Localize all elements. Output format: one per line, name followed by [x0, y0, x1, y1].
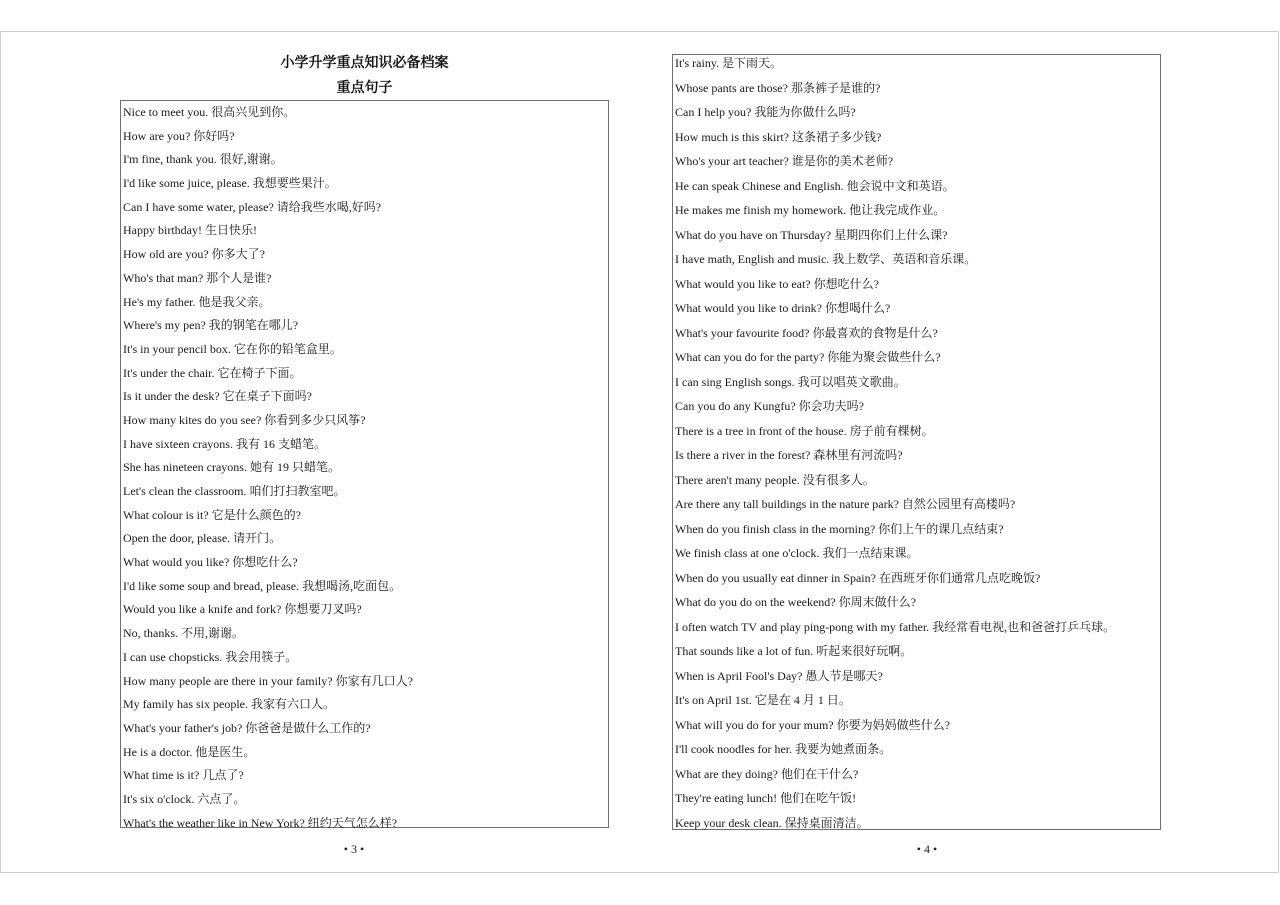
sentence-line: I can sing English songs. 我可以唱英文歌曲。	[675, 374, 906, 389]
sentence-line: There is a tree in front of the house. 房子前有棵树。	[675, 423, 934, 438]
sentence-line: How much is this skirt? 这条裙子多少钱?	[675, 129, 882, 144]
sentence-line: There aren't many people. 没有很多人。	[675, 472, 875, 487]
sentence-line: Who's your art teacher? 谁是你的美术老师?	[675, 154, 894, 168]
sentence-line: What would you like to drink? 你想喝什么?	[675, 301, 891, 315]
sentence-line: Let's clean the classroom. 咱们打扫教室吧。	[123, 484, 346, 498]
sentence-line: Is it under the desk? 它在桌子下面吗?	[123, 389, 312, 404]
page-number-right: • 4 •	[916, 842, 938, 856]
sentence-line: Is there a river in the forest? 森林里有河流吗?	[675, 448, 903, 462]
sentence-line: What's the weather like in New York? 纽约天气怎么样?	[123, 815, 398, 830]
page-title: 小学升学重点知识必备档案	[280, 55, 449, 71]
sentence-line: He is a doctor. 他是医生。	[123, 744, 256, 759]
sentence-line: What's your favourite food? 你最喜欢的食物是什么?	[675, 325, 938, 340]
sentence-line: Happy birthday! 生日快乐!	[123, 223, 257, 238]
right-sentence-list	[673, 51, 1160, 835]
sentence-line: Can you do any Kungfu? 你会功夫吗?	[675, 399, 864, 413]
sentence-line: What will you do for your mum? 你要为妈妈做些什么?	[675, 717, 950, 732]
sentence-line: Can I have some water, please? 请给我些水喝,好吗?	[123, 199, 382, 214]
sentence-line: It's on April 1st. 它是在 4 月 1 日。	[675, 693, 851, 707]
sentence-line: I'll cook noodles for her. 我要为她煮面条。	[675, 742, 892, 756]
sentence-line: We finish class at one o'clock. 我们一点结束课。	[675, 546, 919, 560]
sentence-line: When do you finish class in the morning? 你们上午的课几点结束?	[675, 521, 1004, 536]
sentence-line: I'd like some soup and bread, please. 我想喝汤,吃面包。	[123, 578, 402, 593]
sentence-line: I have math, English and music. 我上数学、英语和音乐课。	[675, 252, 977, 266]
sentence-line: What do you do on the weekend? 你周末做什么?	[675, 595, 916, 609]
sentence-line: How old are you? 你多大了?	[123, 247, 265, 262]
sentence-line: I can use chopsticks. 我会用筷子。	[123, 649, 298, 664]
sentence-line: When is April Fool's Day? 愚人节是哪天?	[675, 668, 883, 683]
sentence-line: She has nineteen crayons. 她有 19 只蜡笔。	[123, 460, 340, 475]
sentence-line: He can speak Chinese and English. 他会说中文和英语。	[675, 178, 955, 193]
sentence-line: That sounds like a lot of fun. 听起来很好玩啊。	[675, 644, 913, 658]
sentence-line: What can you do for the party? 你能为聚会做些什么?	[675, 350, 941, 364]
sentence-line: Open the door, please. 请开门。	[123, 531, 282, 546]
sentence-line: No, thanks. 不用,谢谢。	[123, 626, 244, 641]
section-title: 重点句子	[336, 80, 393, 96]
sentence-line: Are there any tall buildings in the nature park? 自然公园里有高楼吗?	[675, 497, 1016, 511]
sentence-line: It's under the chair. 它在椅子下面。	[123, 365, 302, 380]
sentence-line: I have sixteen crayons. 我有 16 支蜡笔。	[123, 436, 326, 451]
sentence-line: What are they doing? 他们在干什么?	[675, 766, 859, 781]
sentence-line: It's six o'clock. 六点了。	[123, 791, 246, 806]
sentence-line: It's rainy. 是下雨天。	[675, 56, 783, 70]
page-number-left: • 3 •	[343, 842, 365, 856]
sentence-line: How are you? 你好吗?	[123, 128, 235, 143]
sentence-line: What time is it? 几点了?	[123, 768, 244, 783]
left-sentence-box	[120, 100, 609, 828]
sentence-line: What's your father's job? 你爸爸是做什么工作的?	[123, 720, 371, 735]
sentence-line: When do you usually eat dinner in Spain? 在西班牙你们通常几点吃晚饭?	[675, 570, 1041, 585]
sentence-line: He's my father. 他是我父亲。	[123, 294, 271, 309]
sentence-line: He makes me finish my homework. 他让我完成作业。	[675, 203, 946, 217]
sentence-line: It's in your pencil box. 它在你的铅笔盒里。	[123, 341, 342, 356]
sentence-line: What colour is it? 它是什么颜色的?	[123, 507, 301, 522]
sentence-line: Keep your desk clean. 保持桌面清洁。	[675, 815, 869, 830]
sentence-line: Whose pants are those? 那条裤子是谁的?	[675, 80, 881, 95]
sentence-line: They're eating lunch! 他们在吃午饭!	[675, 791, 857, 805]
sentence-line: Can I help you? 我能为你做什么吗?	[675, 105, 856, 119]
sentence-line: I often watch TV and play ping-pong with my father. 我经常看电视,也和爸爸打乒乓球。	[675, 619, 1116, 634]
sentence-line: My family has six people. 我家有六口人。	[123, 697, 335, 712]
sentence-line: I'd like some juice, please. 我想要些果汁。	[123, 176, 337, 191]
sentence-line: Would you like a knife and fork? 你想要刀叉吗?	[123, 602, 362, 617]
sentence-line: What would you like? 你想吃什么?	[123, 555, 298, 570]
sentence-line: Who's that man? 那个人是谁?	[123, 270, 272, 285]
sentence-line: Where's my pen? 我的钢笔在哪儿?	[123, 318, 299, 333]
sentence-line: Nice to meet you. 很高兴见到你。	[123, 105, 296, 119]
sentence-line: What do you have on Thursday? 星期四你们上什么课?	[675, 227, 948, 242]
sentence-line: What would you like to eat? 你想吃什么?	[675, 276, 879, 291]
left-sentence-list	[121, 101, 608, 835]
sentence-line: How many people are there in your family? 你家有几口人?	[123, 673, 413, 688]
right-sentence-box	[672, 54, 1161, 830]
sentence-line: I'm fine, thank you. 很好,谢谢。	[123, 152, 283, 167]
sentence-line: How many kites do you see? 你看到多少只风筝?	[123, 412, 366, 427]
